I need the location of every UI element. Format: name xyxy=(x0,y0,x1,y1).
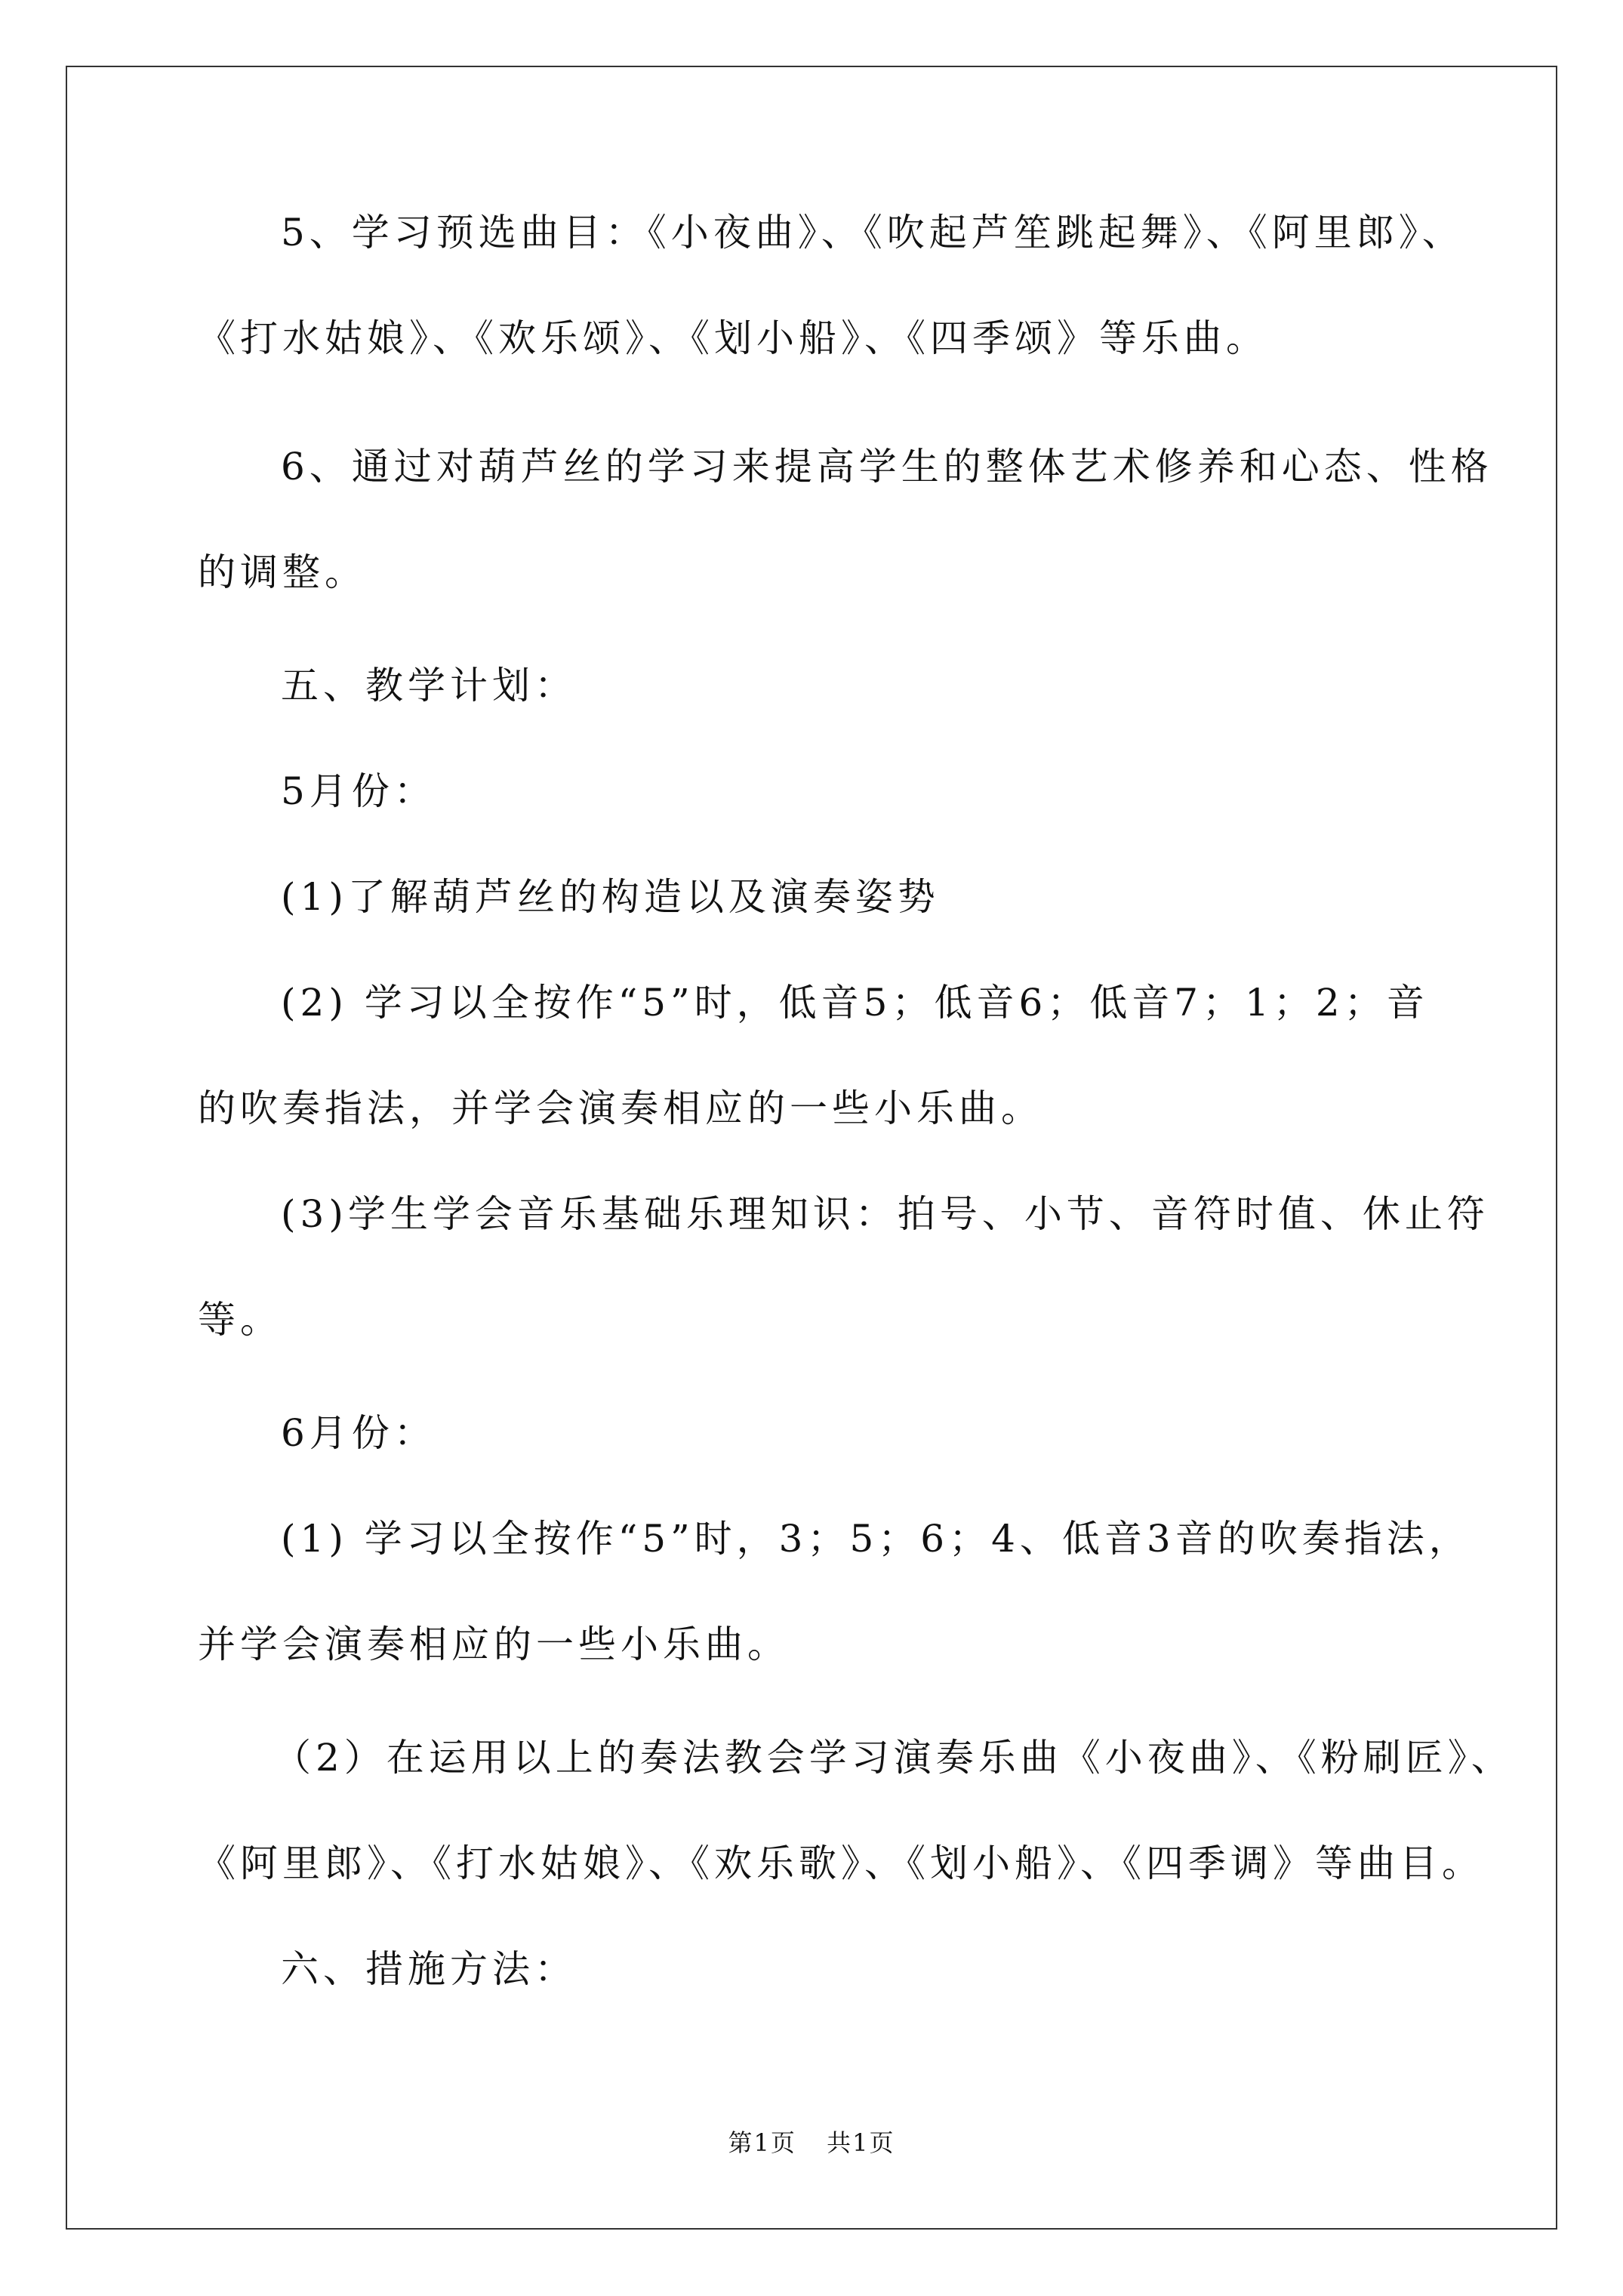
paragraph-line: 等。 xyxy=(198,1298,282,1342)
month-heading: 5月份： xyxy=(281,769,436,813)
page-footer xyxy=(0,2128,1623,2158)
paragraph-line: 并学会演奏相应的一些小乐曲。 xyxy=(198,1623,790,1666)
month-heading: 6月份： xyxy=(281,1411,436,1455)
paragraph-line: (3)学生学会音乐基础乐理知识：拍号、小节、音符时值、休止符 xyxy=(281,1192,1489,1236)
page-border xyxy=(66,66,1557,2230)
paragraph-line: (1) 学习以全按作“5”时，3；5；6；4、低音3音的吹奏指法， xyxy=(281,1517,1471,1561)
paragraph-line: （2）在运用以上的奏法教会学习演奏乐曲《小夜曲》、《粉刷匠》、 xyxy=(273,1736,1514,1780)
paragraph-line: 《阿里郎》、《打水姑娘》、《欢乐歌》、《划小船》、《四季调》等曲目。 xyxy=(198,1841,1484,1885)
paragraph-line: 的调整。 xyxy=(198,550,367,594)
section-heading: 五、教学计划： xyxy=(281,664,577,707)
paragraph-line: 的吹奏指法，并学会演奏相应的一些小乐曲。 xyxy=(198,1086,1043,1130)
paragraph-line: (2) 学习以全按作“5”时，低音5；低音6；低音7；1；2；音 xyxy=(281,981,1429,1025)
page-number: 第1页 xyxy=(728,2128,796,2157)
section-heading: 六、措施方法： xyxy=(281,1947,577,1991)
paragraph-line: (1)了解葫芦丝的构造以及演奏姿势 xyxy=(281,875,940,919)
paragraph-line: 5、学习预选曲目：《小夜曲》、《吹起芦笙跳起舞》、《阿里郎》、 xyxy=(281,211,1464,254)
page-total: 共1页 xyxy=(827,2128,895,2157)
paragraph-line: 6、通过对葫芦丝的学习来提高学生的整体艺术修养和心态、性格 xyxy=(281,445,1493,488)
paragraph-line: 《打水姑娘》、《欢乐颂》、《划小船》、《四季颂》等乐曲。 xyxy=(198,316,1268,360)
